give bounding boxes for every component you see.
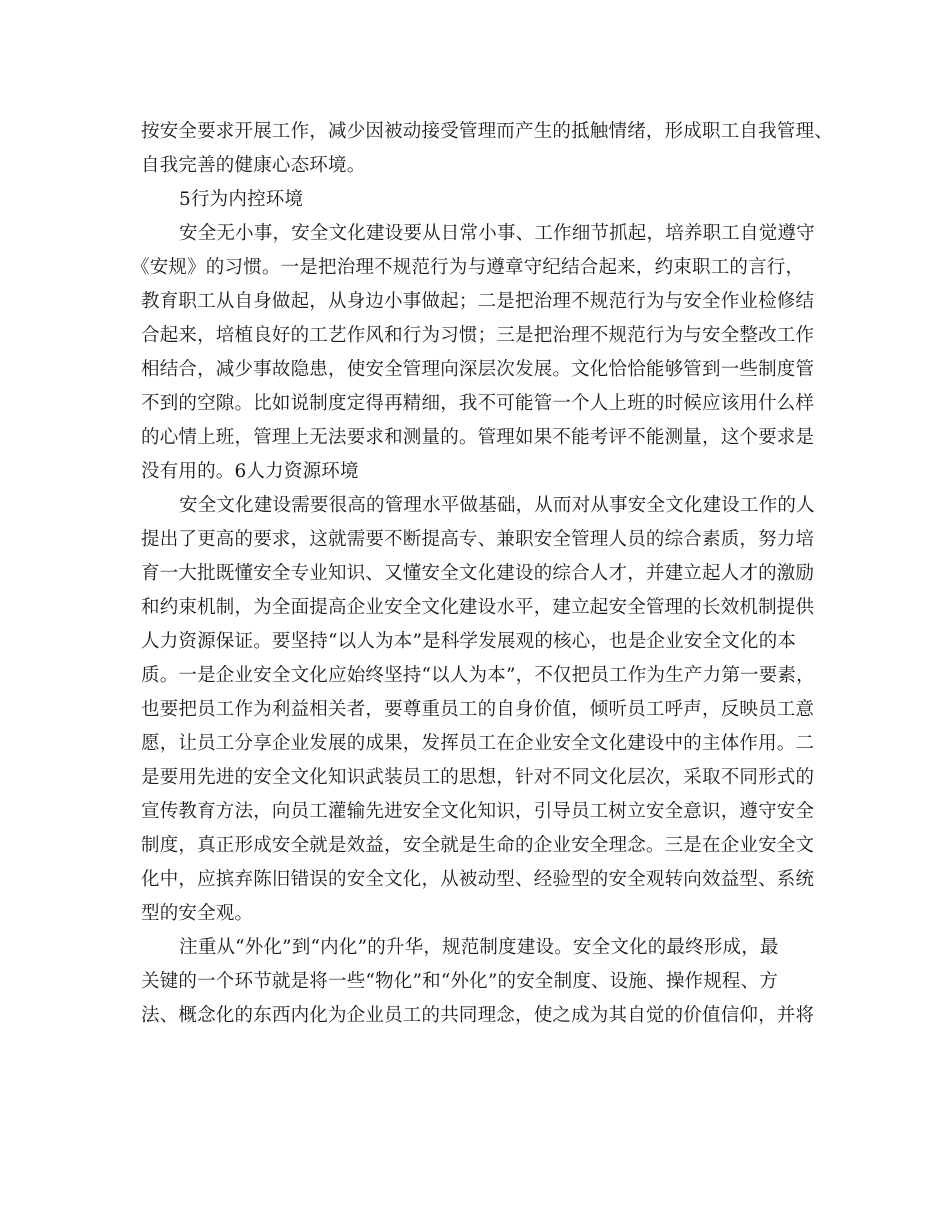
text-line: 也要把员工作为利益相关者，要尊重员工的自身价值，倾听员工呼声，反映员工意: [141, 699, 815, 720]
text-line: 安全无小事，安全文化建设要从日常小事、工作细节抓起，培养职工自觉遵守: [179, 223, 815, 244]
text-line: 育一大批既懂安全专业知识、又懂安全文化建设的综合人才，并建立起人才的激励: [141, 563, 815, 584]
text-line: 关键的一个环节就是将一些“物化”和“外化”的安全制度、设施、操作规程、方: [141, 971, 779, 992]
text-line: 自我完善的健康心态环境。: [141, 155, 366, 176]
text-line: 是要用先进的安全文化知识武装员工的思想，针对不同文化层次，采取不同形式的: [141, 767, 815, 788]
text-line: 的心情上班，管理上无法要求和测量的。管理如果不能考评不能测量，这个要求是: [141, 427, 815, 448]
text-line: 化中，应摈弃陈旧错误的安全文化，从被动型、经验型的安全观转向效益型、系统: [141, 869, 815, 890]
text-line: 宣传教育方法，向员工灌输先进安全文化知识，引导员工树立安全意识，遵守安全: [141, 801, 815, 822]
text-line: 相结合，减少事故隐患，使安全管理向深层次发展。文化恰恰能够管到一些制度管: [141, 359, 815, 380]
text-line: 法、概念化的东西内化为企业员工的共同理念，使之成为其自觉的价值信仰，并将: [141, 1005, 815, 1026]
text-line: 制度，真正形成安全就是效益，安全就是生命的企业安全理念。三是在企业安全文: [141, 835, 815, 856]
text-line: 注重从“外化”到“内化”的升华，规范制度建设。安全文化的最终形成，最: [179, 937, 779, 958]
section-heading: 5行为内控环境: [179, 189, 304, 210]
text-line: 提出了更高的要求，这就需要不断提高专、兼职安全管理人员的综合素质，努力培: [141, 529, 815, 550]
text-line: 没有用的。6人力资源环境: [141, 461, 359, 482]
text-line: 质。一是企业安全文化应始终坚持“以人为本”，不仅把员工作为生产力第一要素，: [141, 665, 815, 686]
text-line: 愿，让员工分享企业发展的成果，发挥员工在企业安全文化建设中的主体作用。二: [141, 733, 815, 754]
text-line: 合起来，培植良好的工艺作风和行为习惯；三是把治理不规范行为与安全整改工作: [141, 325, 815, 346]
text-line: 按安全要求开展工作，减少因被动接受管理而产生的抵触情绪，形成职工自我管理、: [141, 121, 833, 142]
text-line: 安全文化建设需要很高的管理水平做基础，从而对从事安全文化建设工作的人: [179, 495, 815, 516]
text-line: 人力资源保证。要坚持“以人为本”是科学发展观的核心，也是企业安全文化的本: [141, 631, 797, 652]
text-line: 和约束机制，为全面提高企业安全文化建设水平，建立起安全管理的长效机制提供: [141, 597, 815, 618]
text-line: 型的安全观。: [141, 903, 254, 924]
text-line: 教育职工从自身做起，从身边小事做起；二是把治理不规范行为与安全作业检修结: [141, 291, 815, 312]
text-line: 《安规》的习惯。一是把治理不规范行为与遵章守纪结合起来，约束职工的言行，: [131, 257, 805, 278]
text-line: 不到的空隙。比如说制度定得再精细，我不可能管一个人上班的时候应该用什么样: [141, 393, 815, 414]
